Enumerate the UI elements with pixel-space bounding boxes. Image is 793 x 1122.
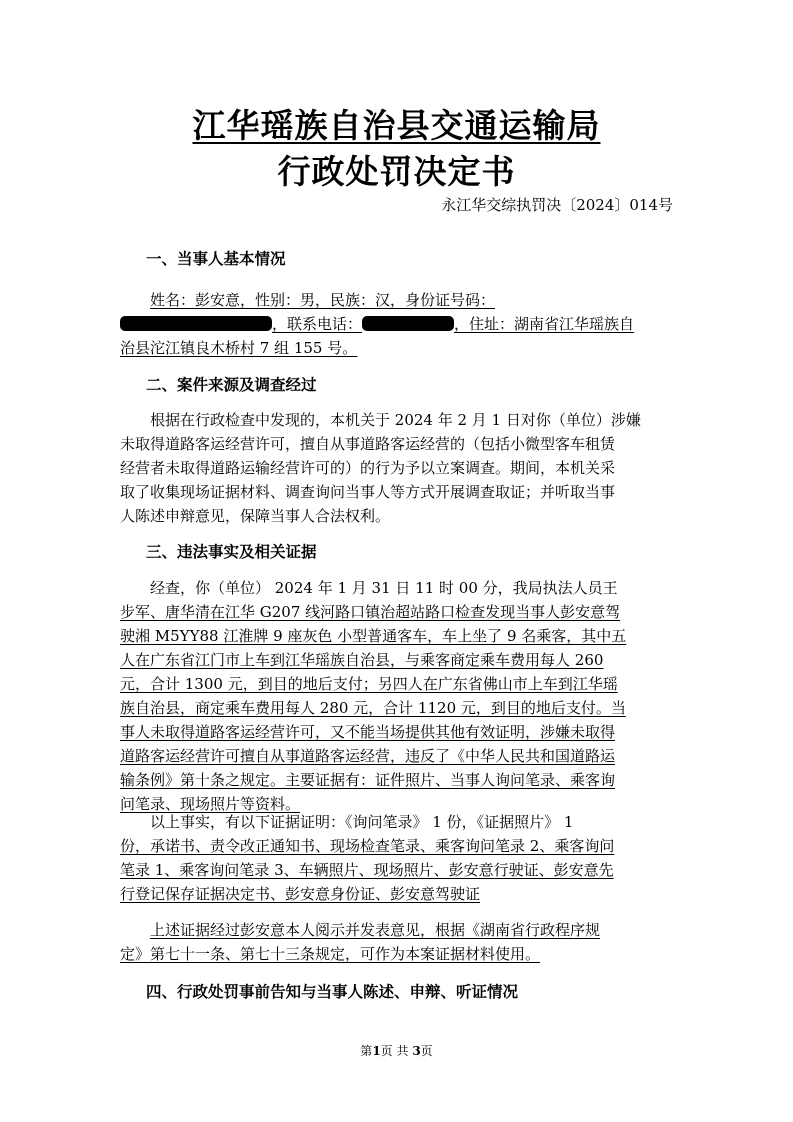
facts-line: 步军、唐华清在江华 G207 线河路口镇治超站路口检查发现当事人彭安意驾 <box>120 603 621 621</box>
evidence-review-body <box>120 918 665 966</box>
section4-heading: 四、行政处罚事前告知与当事人陈述、申辩、听证情况 <box>146 982 519 1001</box>
facts-line: 道路客运经营许可擅自从事道路客运经营，违反了《中华人民共和国道路运 <box>120 747 616 765</box>
facts-line: 驶湘 M5YY88 江淮牌 9 座灰色 小型普通客车，车上坐了 9 名乘客，其中五 <box>120 627 627 645</box>
section2-heading: 二、案件来源及调查经过 <box>146 375 317 394</box>
facts-line: 经查，你（单位） 2024 年 1 月 31 日 11 时 00 分，我局执法人员王 <box>150 579 618 597</box>
section1-heading: 一、当事人基本情况 <box>146 249 286 268</box>
agency-title: 江华瑶族自治县交通运输局 <box>192 106 601 145</box>
case-source-line: 人陈述申辩意见，保障当事人合法权利。 <box>120 507 391 525</box>
page-total: 3 <box>412 1044 421 1058</box>
facts-line: 输条例》第十条之规定。主要证据有：证件照片、当事人询问笔录、乘客询 <box>120 771 616 789</box>
evidence-body <box>120 810 665 906</box>
section2-body <box>120 408 665 528</box>
case-source-line: 根据在行政检查中发现的，本机关于 2024 年 2 月 1 日对你（单位）涉嫌 <box>150 411 641 429</box>
evidence-line: 笔录 1、乘客询问笔录 3、车辆照片、现场照片、彭安意行驶证、彭安意先 <box>120 861 614 879</box>
facts-line: 元，合计 1300 元，到目的地后支付；另四人在广东省佛山市上车到江华瑶 <box>120 675 618 693</box>
facts-line: 族自治县，商定乘车费用每人 280 元，合计 1120 元，到目的地后支付。当 <box>120 699 626 717</box>
evidence-line: 份，承诺书、责令改正通知书、现场检查笔录、乘客询问笔录 2、乘客询问 <box>120 837 615 855</box>
document-number: 永江华交综执罚决〔2024〕014号 <box>441 196 673 214</box>
evidence-review-line: 上述证据经过彭安意本人阅示并发表意见，根据《湖南省行政程序规 <box>150 921 601 939</box>
evidence-line: 以上事实，有以下证据证明：《询问笔录》 1 份，《证据照片》 1 <box>150 813 574 831</box>
document-title: 行政处罚决定书 <box>277 152 516 191</box>
section1-body <box>120 288 665 360</box>
facts-body <box>120 576 665 816</box>
redacted-id-number <box>120 316 272 331</box>
page-footer: 第1页 共 3页 <box>360 1044 433 1058</box>
redacted-phone-number <box>362 316 454 331</box>
page-number: 1 <box>372 1044 381 1058</box>
case-source-line: 未取得道路客运经营许可，擅自从事道路客运经营的（包括小微型客车租赁 <box>120 435 616 453</box>
facts-line: 事人未取得道路客运经营许可，又不能当场提供其他有效证明，涉嫌未取得 <box>120 723 616 741</box>
party-contact-line: ，联系电话： ，住址：湖南省江华瑶族自 <box>120 312 665 336</box>
facts-line: 问笔录、现场照片等资料。 <box>120 795 301 813</box>
facts-line: 人在广东省江门市上车到江华瑶族自治县，与乘客商定乘车费用每人 260 <box>120 651 604 669</box>
party-address-line: 治县沱江镇良木桥村 7 组 155 号。 <box>120 339 358 357</box>
evidence-review-line: 定》第七十一条、第七十三条规定，可作为本案证据材料使用。 <box>120 945 541 963</box>
case-source-line: 经营者未取得道路运输经营许可的）的行为予以立案调查。期间，本机关采 <box>120 459 616 477</box>
evidence-line: 行登记保存证据决定书、彭安意身份证、彭安意驾驶证 <box>120 885 481 903</box>
section3-heading: 三、违法事实及相关证据 <box>146 542 317 561</box>
party-name-line: 姓名：彭安意，性别：男，民族：汉，身份证号码： <box>150 291 496 309</box>
case-source-line: 取了收集现场证据材料、调查询问当事人等方式开展调查取证；并听取当事 <box>120 483 616 501</box>
